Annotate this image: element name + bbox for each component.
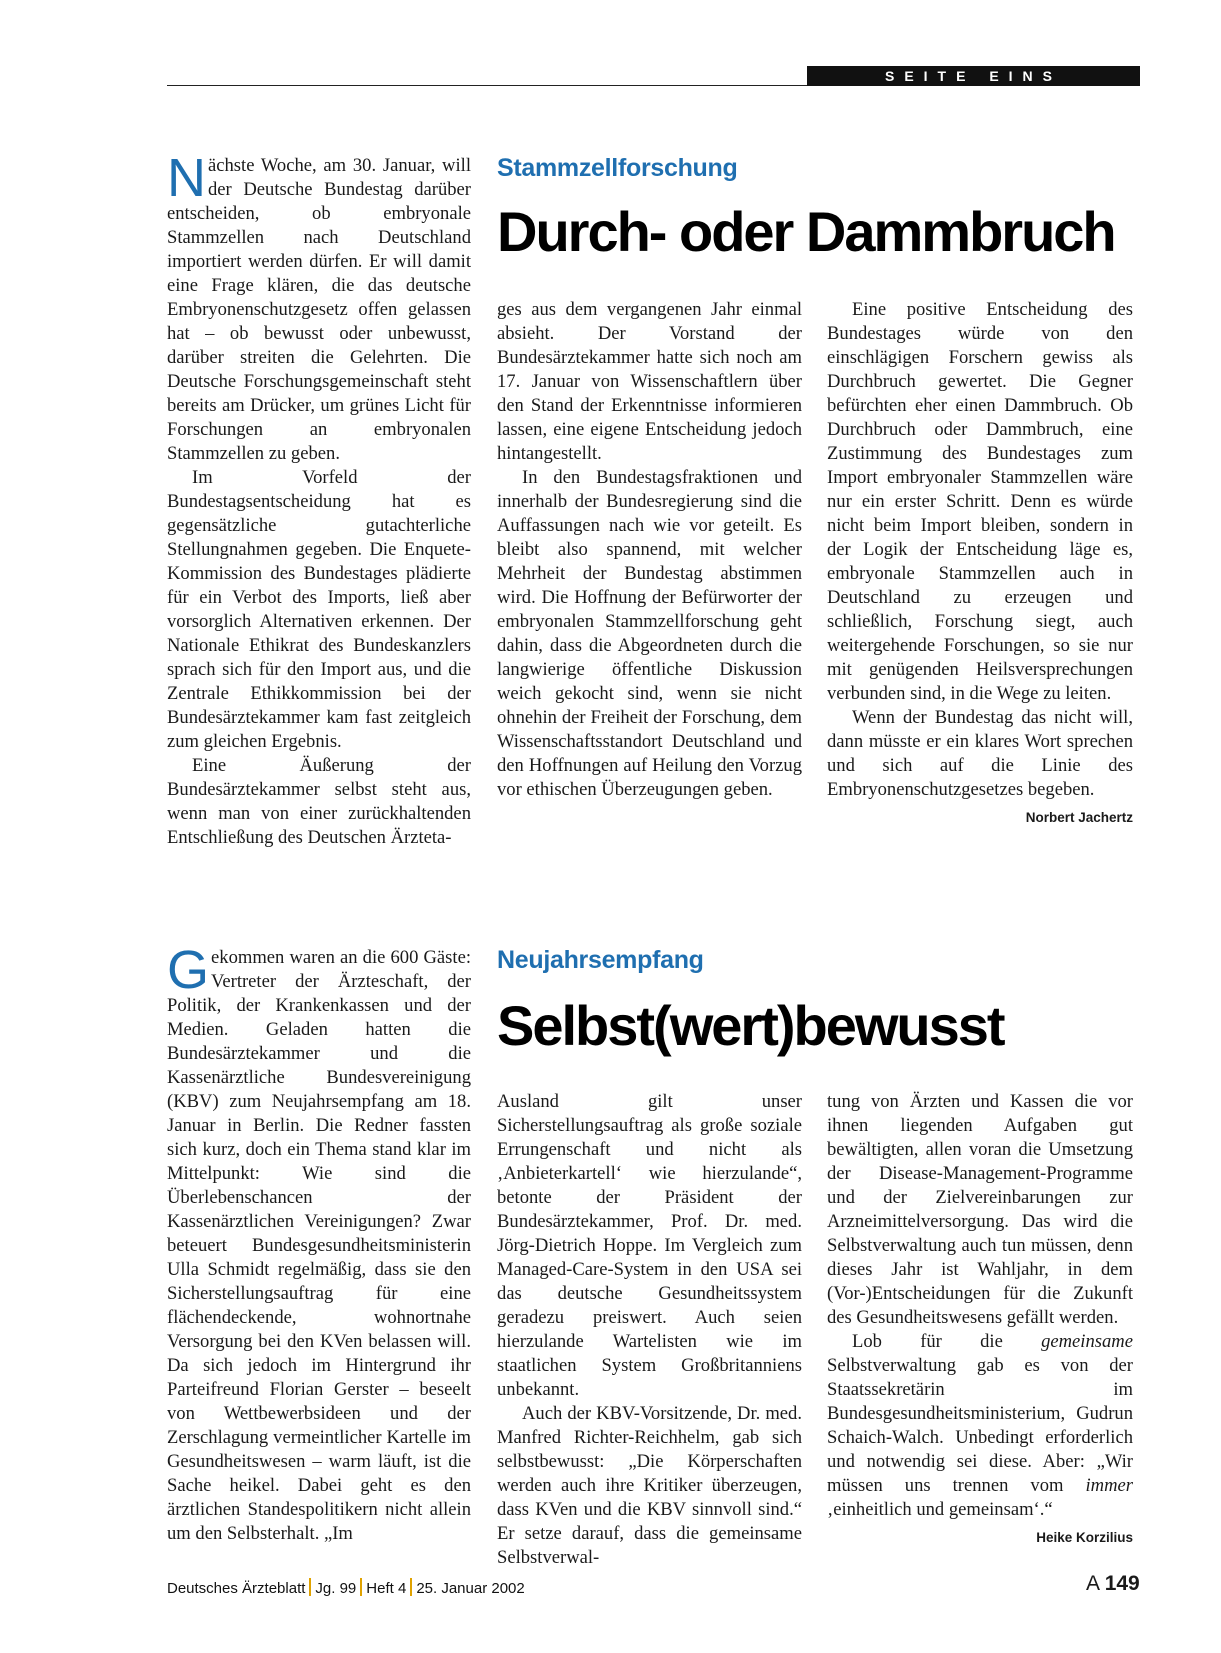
article2-column-3 bbox=[827, 1090, 1133, 1550]
article1-kicker: Stammzellforschung bbox=[497, 154, 738, 182]
article1-author: Norbert Jachertz bbox=[1025, 810, 1133, 825]
article2-paragraph: Auch der KBV-Vorsitzende, Dr. med. Manfred Richter-Reichhelm, gab sich selbstbewusst: „Die Körperschaften werden auch ihre Kritiker überzeugen, dass KVen und die KBV sinnvoll sind.“ Er setze darauf, dass die gemeinsame Selbstverwal- bbox=[497, 1403, 802, 1568]
journal-name: Deutsches Ärzteblatt bbox=[167, 1580, 306, 1597]
article1-column-1 bbox=[167, 148, 471, 850]
article2-author: Heike Korzilius bbox=[1036, 1530, 1133, 1545]
section-label: SEITE EINS bbox=[807, 66, 1140, 86]
article2-kicker: Neujahrsempfang bbox=[497, 946, 704, 974]
article1-column-2 bbox=[497, 298, 802, 802]
footer-separator bbox=[410, 1578, 412, 1596]
page-number: A 149 bbox=[1086, 1572, 1140, 1595]
article1-title: Durch- oder Dammbruch bbox=[497, 200, 1115, 263]
article2-column-2 bbox=[497, 1090, 802, 1570]
journal-issue: Heft 4 bbox=[366, 1580, 407, 1597]
article2-paragraph: Gekommen waren an die 600 Gäste: Vertreter der Ärzteschaft, der Politik, der Krankenkassen und der Medien. Geladen hatten die Bundesärztekammer und die Kassenärztliche Bundesvereinigung (KBV) zum Neujahrsempfang am 18. Januar in Berlin. Die Redner fassten sich kurz, doch ein Thema stand klar im Mittelpunkt: Wie sind die Überlebenschancen der Kassenärztlichen Vereinigungen? Zwar beteuert Bundesgesundheitsministerin Ulla Schmidt regelmäßig, dass sie den Sicherstellungsauftrag für eine flächendeckende, wohnortnahe Versorgung bei den KVen belassen will. Da sich jedoch im Hintergrund ihr Parteifreund Florian Gerster – beseelt von Wettbewerbsideen und der Zerschlagung vermeintlicher Kartelle im Gesundheitswesen – warm läuft, ist die Sache heikel. Dabei geht es den ärztlichen Standespolitikern nicht allein um den Selbsterhalt. „Im bbox=[167, 940, 471, 1544]
article1-paragraph: Wenn der Bundestag das nicht will, dann müsste er ein klares Wort sprechen und sich auf die Linie des Embryonenschutzgesetzes begeben. Norbert Jachertz bbox=[827, 706, 1133, 802]
article1-paragraph: Nächste Woche, am 30. Januar, will der Deutsche Bundestag darüber entscheiden, ob embryonale Stammzellen nach Deutschland importiert werden dürfen. Er will damit eine Frage klären, die das deutsche Embryonenschutzgesetz offen gelassen hat – ob bewusst oder unbewusst, darüber streiten die Gelehrten. Die Deutsche Forschungsgemeinschaft steht bereits am Drücker, um grünes Licht für Forschungen an embryonalen Stammzellen zu geben. bbox=[167, 148, 471, 464]
top-rule bbox=[167, 85, 807, 86]
article2-title: Selbst(wert)bewusst bbox=[497, 994, 1004, 1057]
journal-volume: Jg. 99 bbox=[315, 1580, 357, 1597]
article2-paragraph: Lob für die gemeinsame Selbstverwaltung gab es von der Staatssekretärin im Bundesgesundheitsministerium, Gudrun Schaich-Walch. Unbedingt erforderlich und notwendig sei diese. Aber: „Wir müssen uns trennen vom immer ‚einheitlich und gemeinsam‘.“ Heike Korzilius bbox=[827, 1330, 1133, 1522]
article2-dropcap: G bbox=[167, 940, 210, 1000]
footer-separator bbox=[309, 1578, 311, 1596]
article2-paragraph: tung von Ärzten und Kassen die vor ihnen liegenden Aufgaben gut bewältigten, allen voran die Umsetzung der Disease-Management-Programme und der Zielvereinbarungen zur Arzneimittelversorgung. Das wird die Selbstverwaltung auch tun müssen, denn dieses Jahr ist Wahljahr, in dem (Vor-)Entscheidungen für die Zukunft des Gesundheitswesens gefällt werden. bbox=[827, 1091, 1133, 1328]
article1-paragraph: Im Vorfeld der Bundestagsentscheidung hat es gegensätzliche gutachterliche Stellungnahmen gegeben. Die Enquete-Kommission des Bundestages plädierte für ein Verbot des Imports, ließ aber vorsorglich Alternativen erkennen. Der Nationale Ethikrat des Bundeskanzlers sprach sich für den Import aus, und die Zentrale Ethikkommission bei der Bundesärztekammer kam fast zeitgleich zum gleichen Ergebnis. bbox=[167, 467, 471, 752]
article1-paragraph: Eine positive Entscheidung des Bundestages würde von den einschlägigen Forschern gewiss als Durchbruch gewertet. Die Gegner befürchten eher einen Dammbruch. Ob Durchbruch oder Dammbruch, eine Zustimmung des Bundestages zum Import embryonaler Stammzellen wäre nur ein erster Schritt. Denn es würde nicht beim Import bleiben, sondern in der Logik der Entscheidung läge es, embryonale Stammzellen auch in Deutschland zu erzeugen und schließlich, Forschung siegt, auch weitergehende Forschungen, so sie nur mit genügenden Heilsversprechungen verbunden sind, in die Wege zu leiten. bbox=[827, 299, 1133, 704]
article1-paragraph: Eine Äußerung der Bundesärztekammer selbst steht aus, wenn man von einer zurückhaltenden Entschließung des Deutschen Ärzteta- bbox=[167, 755, 471, 848]
article1-column-3 bbox=[827, 298, 1133, 830]
article1-paragraph: In den Bundestagsfraktionen und innerhalb der Bundesregierung sind die Auffassungen nach wie vor geteilt. Es bleibt also spannend, mit welcher Mehrheit der Bundestag abstimmen wird. Die Hoffnung der Befürworter der embryonalen Stammzellforschung geht dahin, dass die Abgeordneten durch die langwierige öffentliche Diskussion weich gekocht sind, wenn sie nicht ohnehin der Freiheit der Forschung, dem Wissenschaftsstandort Deutschland und den Hoffnungen auf Heilung den Vorzug vor ethischen Überzeugungen geben. bbox=[497, 467, 802, 800]
page-footer bbox=[167, 1578, 525, 1597]
journal-date: 25. Januar 2002 bbox=[416, 1580, 525, 1597]
article2-paragraph: Ausland gilt unser Sicherstellungsauftrag als große soziale Errungenschaft und nicht als ‚Anbieterkartell‘ wie hierzulande“, betonte der Präsident der Bundesärztekammer, Prof. Dr. med. Jörg-Dietrich Hoppe. Im Vergleich zum Managed-Care-System in den USA sei das deutsche Gesundheitssystem geradezu preiswert. Auch seien hierzulande Wartelisten wie im staatlichen System Großbritanniens unbekannt. bbox=[497, 1091, 802, 1400]
article2-column-1 bbox=[167, 940, 471, 1546]
footer-separator bbox=[360, 1578, 362, 1596]
article1-dropcap: N bbox=[167, 148, 206, 208]
article1-paragraph: ges aus dem vergangenen Jahr einmal absieht. Der Vorstand der Bundesärztekammer hatte sich noch am 17. Januar von Wissenschaftlern über den Stand der Erkenntnisse informieren lassen, eine eigene Entscheidung jedoch hintangestellt. bbox=[497, 299, 802, 464]
